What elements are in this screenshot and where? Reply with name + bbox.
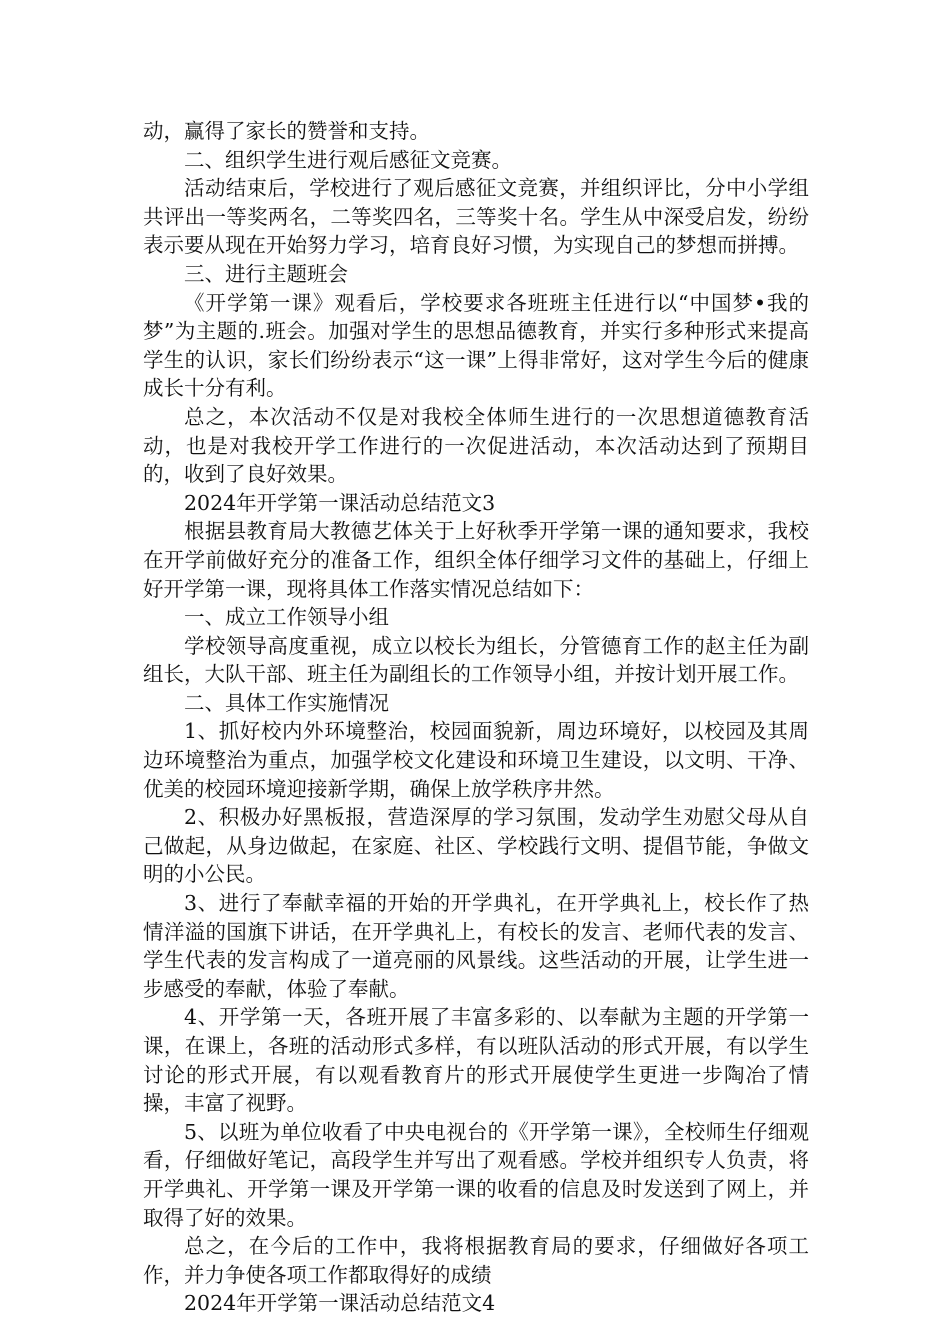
paragraph-class-meeting: 《开学第一课》观看后，学校要求各班班主任进行以“中国梦•我的梦”为主题的.班会。加强对学生的思想品德教育，并实行多种形式来提高学生的认识，家长们纷纷表示“这一课”上得非常好，这对学生今后的健康成长十分有利。 — [143, 290, 809, 401]
list-item-3: 3、进行了奉献幸福的开始的开学典礼，在开学典礼上，校长作了热情洋溢的国旗下讲话，在开学典礼上，有校长的发言、老师代表的发言、学生代表的发言构成了一道亮丽的风景线。这些活动的开展，让学生进一步感受的奉献，体验了奉献。 — [143, 891, 809, 1001]
paragraph-essay-contest: 活动结束后，学校进行了观后感征文竞赛，并组织评比，分中小学组共评出一等奖两名，二等奖四名，三等奖十名。学生从中深受启发，纷纷表示要从现在开始努力学习，培育良好习惯，为实现自己的梦想而拼搏。 — [143, 176, 809, 258]
paragraph-summary: 总之，本次活动不仅是对我校全体师生进行的一次思想道德教育活动，也是对我校开学工作进行的一次促进活动，本次活动达到了预期目的，收到了良好效果。 — [143, 404, 809, 487]
list-item-1: 1、抓好校内外环境整治，校园面貌新，周边环境好，以校园及其周边环境整治为重点，加强学校文化建设和环境卫生建设，以文明、干净、优美的校园环境迎接新学期，确保上放学秩序井然。 — [143, 719, 809, 801]
paragraph-continuation: 动，赢得了家长的赞誉和支持。 — [143, 119, 430, 143]
list-item-4: 4、开学第一天，各班开展了丰富多彩的、以奉献为主题的开学第一课，在课上，各班的活动形式多样，有以班队活动的形式开展，有以学生讨论的形式开展，有以观看教育片的形式开展使学生更进一步陶冶了情操，丰富了视野。 — [143, 1005, 809, 1116]
section-heading-class-meeting: 三、进行主题班会 — [184, 261, 348, 286]
section-heading-implementation: 二、具体工作实施情况 — [184, 690, 389, 715]
document-body — [143, 117, 809, 1318]
section-heading-leadership-group: 一、成立工作领导小组 — [184, 605, 389, 630]
section-heading-essay-contest: 二、组织学生进行观后感征文竞赛。 — [184, 147, 512, 172]
article-title-3: 2024年开学第一课活动总结范文3 — [184, 490, 496, 515]
paragraph-conclusion: 总之，在今后的工作中，我将根据教育局的要求，仔细做好各项工作，并力争使各项工作都取得好的成绩 — [143, 1234, 809, 1287]
paragraph-intro: 根据县教育局大教德艺体关于上好秋季开学第一课的通知要求，我校在开学前做好充分的准备工作，组织全体仔细学习文件的基础上，仔细上好开学第一课，现将具体工作落实情况总结如下： — [143, 519, 809, 601]
list-item-5: 5、以班为单位收看了中央电视台的《开学第一课》，全校师生仔细观看，仔细做好笔记，高段学生并写出了观看感。学校并组织专人负责，将开学典礼、开学第一课及开学第一课的收看的信息及时发送到了网上，并取得了好的效果。 — [143, 1119, 809, 1230]
paragraph-leadership-group: 学校领导高度重视，成立以校长为组长，分管德育工作的赵主任为副组长，大队干部、班主任为副组长的工作领导小组，并按计划开展工作。 — [143, 633, 809, 687]
list-item-2: 2、积极办好黑板报，营造深厚的学习氛围，发动学生劝慰父母从自己做起，从身边做起，在家庭、社区、学校践行文明、提倡节能，争做文明的小公民。 — [143, 805, 809, 887]
article-title-4: 2024年开学第一课活动总结范文4 — [184, 1291, 496, 1316]
